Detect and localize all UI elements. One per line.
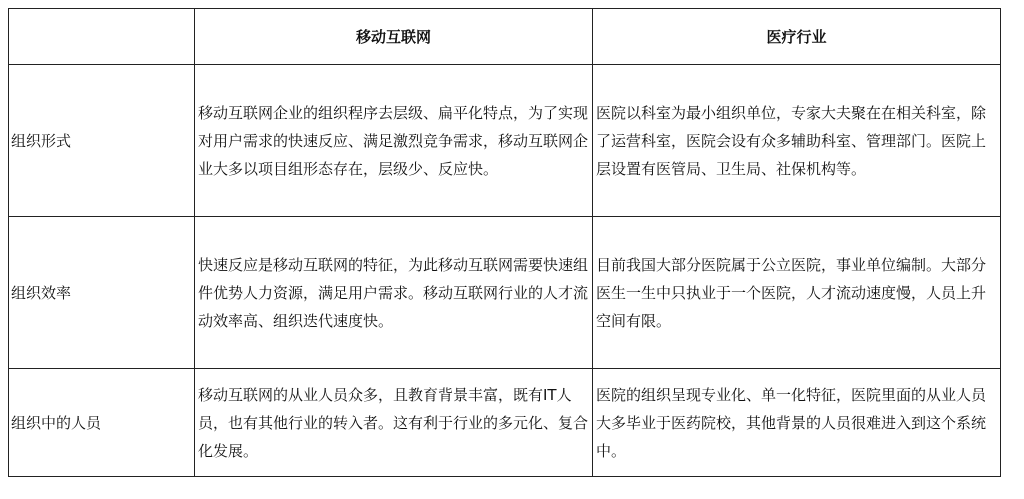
table-row	[9, 65, 1001, 217]
table-row	[9, 369, 1001, 477]
medical-cell: 医院以科室为最小组织单位，专家大夫聚在在相关科室，除了运营科室，医院会设有众多辅助科室、管理部门。医院上层设置有医管局、卫生局、社保机构等。	[593, 65, 1001, 217]
medical-cell: 医院的组织呈现专业化、单一化特征，医院里面的从业人员大多毕业于医药院校，其他背景的人员很难进入到这个系统中。	[593, 369, 1001, 477]
row-category: 组织中的人员	[9, 369, 195, 477]
row-category: 组织形式	[9, 65, 195, 217]
row-category: 组织效率	[9, 217, 195, 369]
comparison-table	[8, 8, 1001, 477]
mobile-cell: 快速反应是移动互联网的特征，为此移动互联网需要快速组件优势人力资源，满足用户需求。移动互联网行业的人才流动效率高、组织迭代速度快。	[195, 217, 593, 369]
table-row	[9, 217, 1001, 369]
header-empty-cell	[9, 9, 195, 65]
header-mobile-internet: 移动互联网	[195, 9, 593, 65]
header-medical-industry: 医疗行业	[593, 9, 1001, 65]
medical-cell: 目前我国大部分医院属于公立医院，事业单位编制。大部分医生一生中只执业于一个医院，人才流动速度慢，人员上升空间有限。	[593, 217, 1001, 369]
mobile-cell: 移动互联网的从业人员众多，且教育背景丰富，既有IT人员，也有其他行业的转入者。这有利于行业的多元化、复合化发展。	[195, 369, 593, 477]
header-row	[9, 9, 1001, 65]
mobile-cell: 移动互联网企业的组织程序去层级、扁平化特点，为了实现对用户需求的快速反应、满足激烈竞争需求，移动互联网企业大多以项目组形态存在，层级少、反应快。	[195, 65, 593, 217]
